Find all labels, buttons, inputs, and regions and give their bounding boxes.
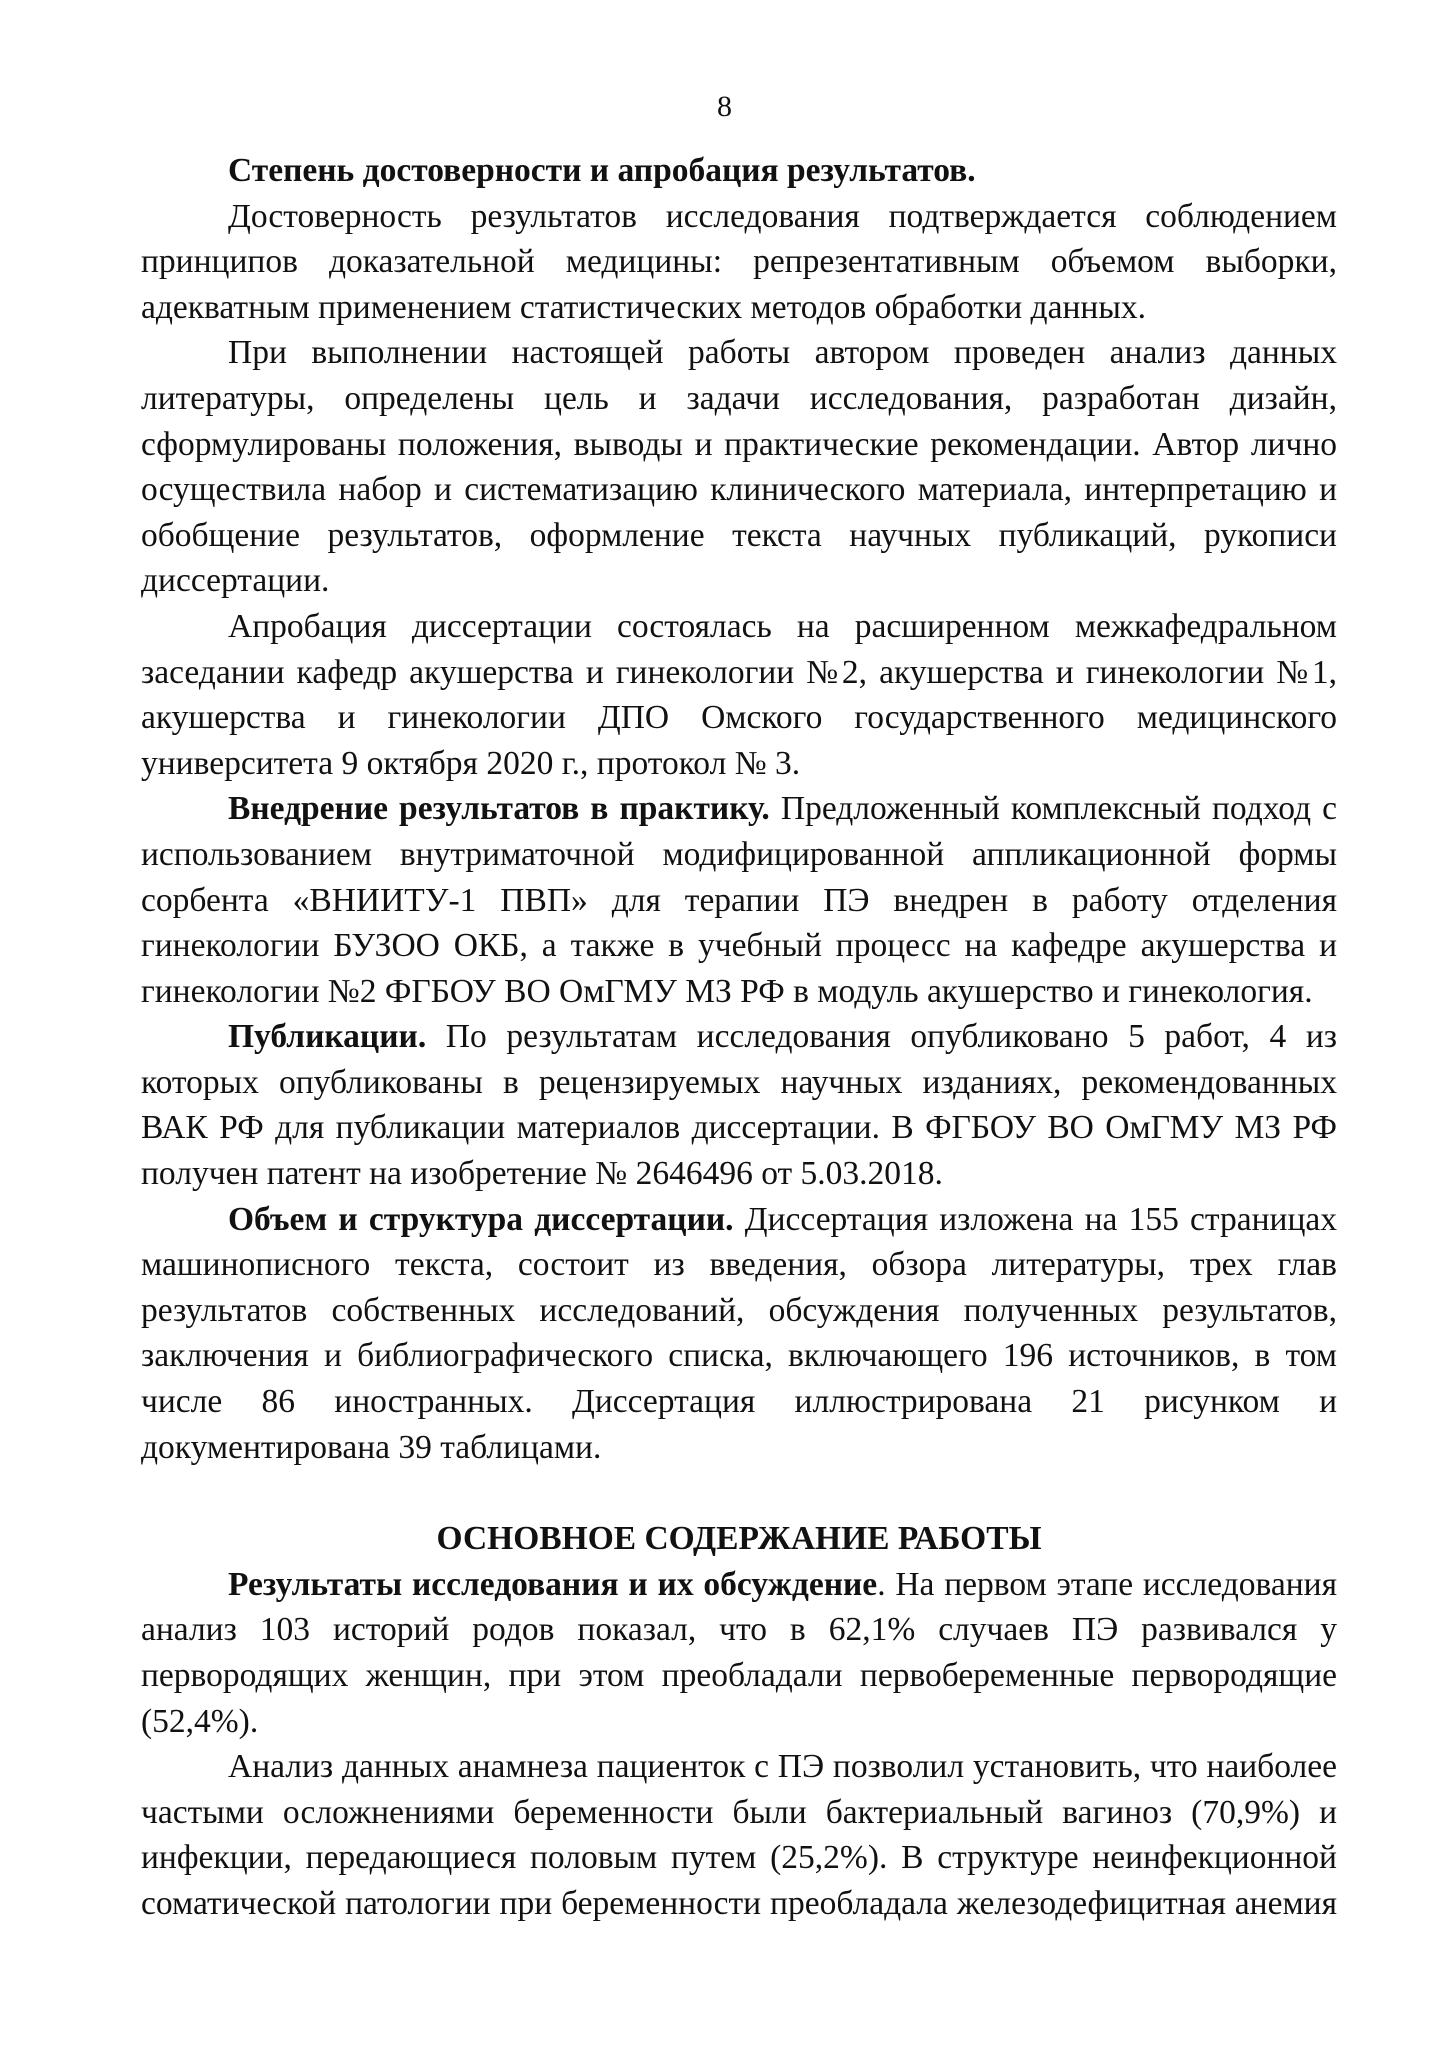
main-content-heading: ОСНОВНОЕ СОДЕРЖАНИЕ РАБОТЫ (436, 1520, 1042, 1558)
results-label: Результаты исследования и их обсуждение (228, 1565, 878, 1603)
structure-text: Диссертация изложена на 155 страницах машинописного текста, состоит из введения, обзора литературы, трех глав результатов собственных исследований, обсуждения полученных результатов, заключения и библиографического списка, включающего 196 источников, в том числе 86 иностранных. Диссертация иллюстрирована 21 рисунком и документирована 39 таблицами. (141, 1200, 1337, 1466)
results-text: . На первом этапе исследования анализ 103 историй родов показал, что в 62,1% случаев ПЭ развивался у первородящих женщин, при этом преобладали первобеременные первородящие (52,4%). (141, 1565, 1337, 1740)
paragraph-publications (141, 1014, 1337, 1196)
publications-text: По результатам исследования опубликовано 5 работ, 4 из которых опубликованы в рецензируемых научных изданиях, рекомендованных ВАК РФ для публикации материалов диссертации. В ФГБОУ ВО ОмГМУ МЗ РФ получен патент на изобретение № 2646496 от 5.03.2018. (141, 1018, 1337, 1193)
section-heading-reliability: Степень достоверности и апробация результатов. (228, 152, 976, 189)
paragraph-results (141, 1562, 1337, 1744)
paragraph-implementation (141, 786, 1337, 1014)
paragraph-structure (141, 1197, 1337, 1471)
implementation-label: Внедрение результатов в практику. (228, 790, 770, 828)
paragraph-anamnesis: Анализ данных анамнеза пациенток с ПЭ позволил установить, что наиболее частыми осложнениями беременности были бактериальный вагиноз (70,9%) и инфекции, передающиеся половым путем (25,2%). В структуре неинфекционной соматической патологии при беременности преобладала железодефицитная анемия (141, 1748, 1337, 1922)
publications-label: Публикации. (228, 1018, 427, 1056)
paragraph-approbation: Апробация диссертации состоялась на расширенном межкафедральном заседании кафедр акушерства и гинекологии №2, акушерства и гинекологии №1, акушерства и гинекологии ДПО Омского государственного медицинского университета 9 октября 2020 г., протокол № 3. (141, 607, 1337, 782)
paragraph-author-contribution: При выполнении настоящей работы автором проведен анализ данных литературы, определены цель и задачи исследования, разработан дизайн, сформулированы положения, выводы и практические рекомендации. Автор лично осуществила набор и систематизацию клинического материала, интерпретацию и обобщение результатов, оформление текста научных публикаций, рукописи диссертации. (141, 334, 1337, 600)
page-number: 8 (717, 90, 732, 123)
structure-label: Объем и структура диссертации. (228, 1200, 734, 1238)
paragraph-reliability: Достоверность результатов исследования подтверждается соблюдением принципов доказательной медицины: репрезентативным объемом выборки, адекватным применением статистических методов обработки данных. (141, 197, 1337, 326)
implementation-text: Предложенный комплексный подход с использованием внутриматочной модифицированной аппликационной формы сорбента «ВНИИТУ-1 ПВП» для терапии ПЭ внедрен в работу отделения гинекологии БУЗОО ОКБ, а также в учебный процесс на кафедре акушерства и гинекологии №2 ФГБОУ ВО ОмГМУ МЗ РФ в модуль акушерство и гинекология. (141, 790, 1337, 1010)
document-body (141, 148, 1337, 1927)
